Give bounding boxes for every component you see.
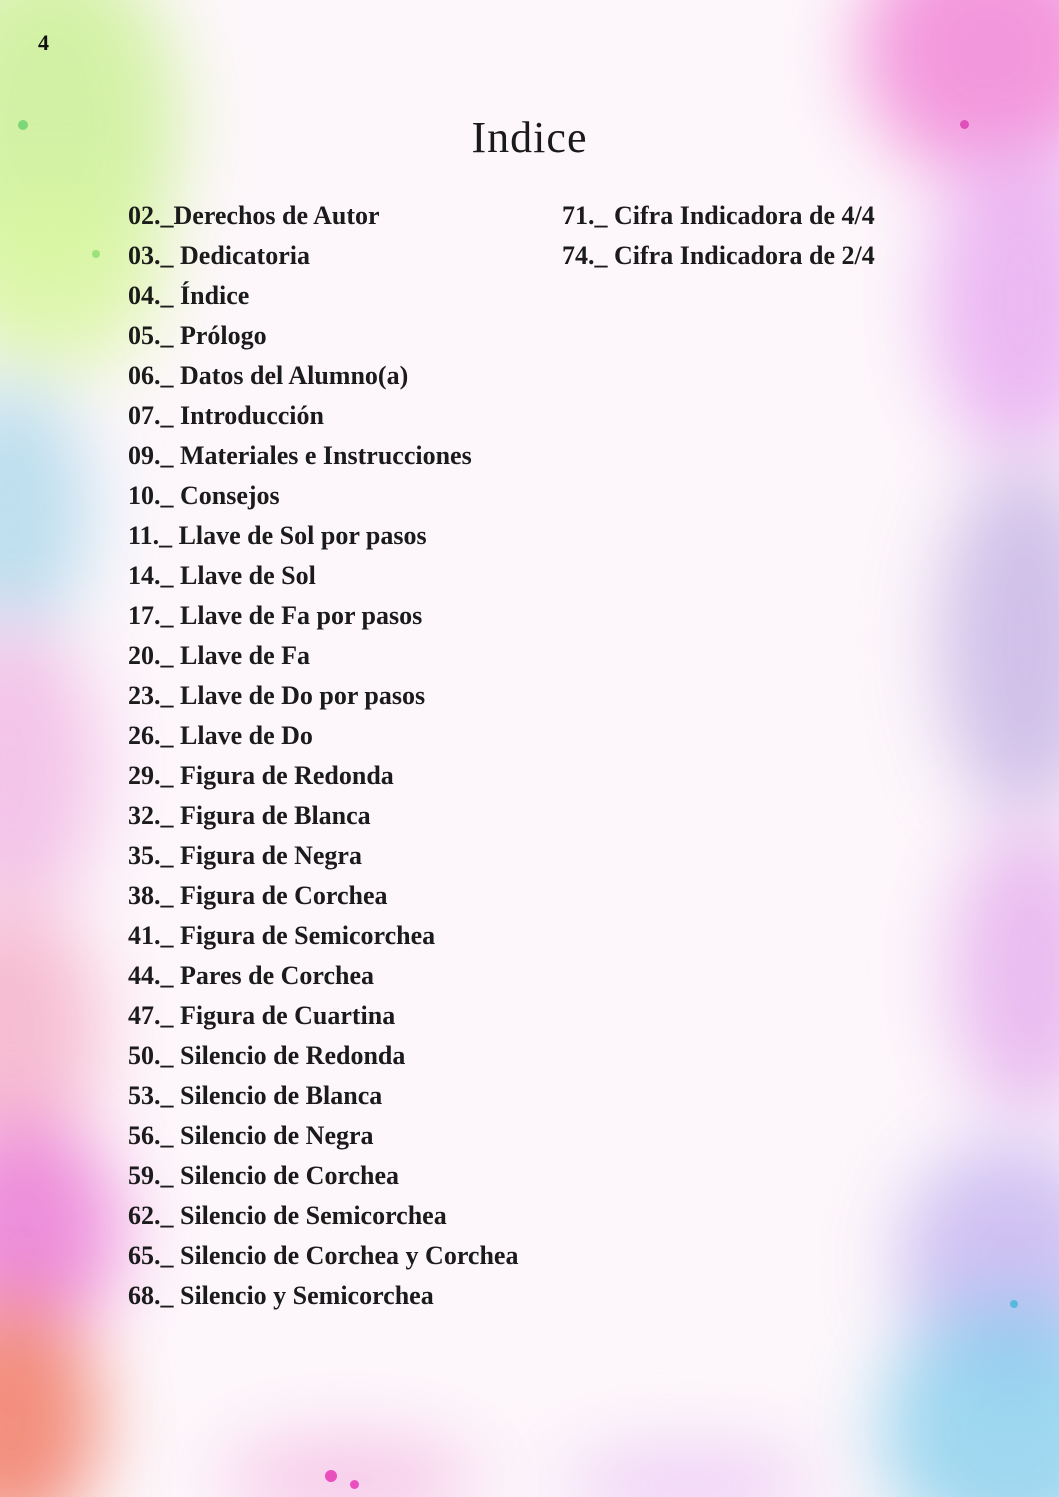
toc-item: 41._ Figura de Semicorchea [128, 921, 436, 950]
toc-item: 59._ Silencio de Corchea [128, 1161, 400, 1190]
toc-item: 29._ Figura de Redonda [128, 761, 394, 790]
toc-item: 50._ Silencio de Redonda [128, 1041, 406, 1070]
toc-item: 02._Derechos de Autor [128, 201, 380, 230]
toc-item: 53._ Silencio de Blanca [128, 1081, 383, 1110]
page-title: Indice [471, 113, 588, 162]
toc-column-left [128, 196, 518, 1316]
toc-item: 11._ Llave de Sol por pasos [128, 521, 427, 550]
toc-item: 09._ Materiales e Instrucciones [128, 441, 472, 470]
toc-item: 17._ Llave de Fa por pasos [128, 601, 423, 630]
toc-item: 56._ Silencio de Negra [128, 1121, 374, 1150]
toc-item: 20._ Llave de Fa [128, 641, 310, 670]
toc-column-right [562, 196, 875, 276]
toc-item: 23._ Llave de Do por pasos [128, 681, 426, 710]
toc-item: 14._ Llave de Sol [128, 561, 316, 590]
page-number: 4 [38, 30, 49, 55]
toc-item: 07._ Introducción [128, 401, 324, 430]
toc-item: 04._ Índice [128, 281, 250, 310]
toc-item: 06._ Datos del Alumno(a) [128, 361, 409, 390]
toc-item: 65._ Silencio de Corchea y Corchea [128, 1241, 519, 1270]
toc-item: 38._ Figura de Corchea [128, 881, 388, 910]
toc-item: 10._ Consejos [128, 481, 280, 510]
toc-item: 47._ Figura de Cuartina [128, 1001, 396, 1030]
toc-item: 44._ Pares de Corchea [128, 961, 374, 990]
toc-item: 62._ Silencio de Semicorchea [128, 1201, 447, 1230]
toc-item: 26._ Llave de Do [128, 721, 313, 750]
toc-item: 71._ Cifra Indicadora de 4/4 [562, 201, 875, 230]
toc-item: 35._ Figura de Negra [128, 841, 362, 870]
toc-item: 32._ Figura de Blanca [128, 801, 371, 830]
toc-item: 05._ Prólogo [128, 321, 267, 350]
toc-item: 68._ Silencio y Semicorchea [128, 1281, 434, 1310]
toc-item: 03._ Dedicatoria [128, 241, 310, 270]
toc-item: 74._ Cifra Indicadora de 2/4 [562, 241, 875, 270]
